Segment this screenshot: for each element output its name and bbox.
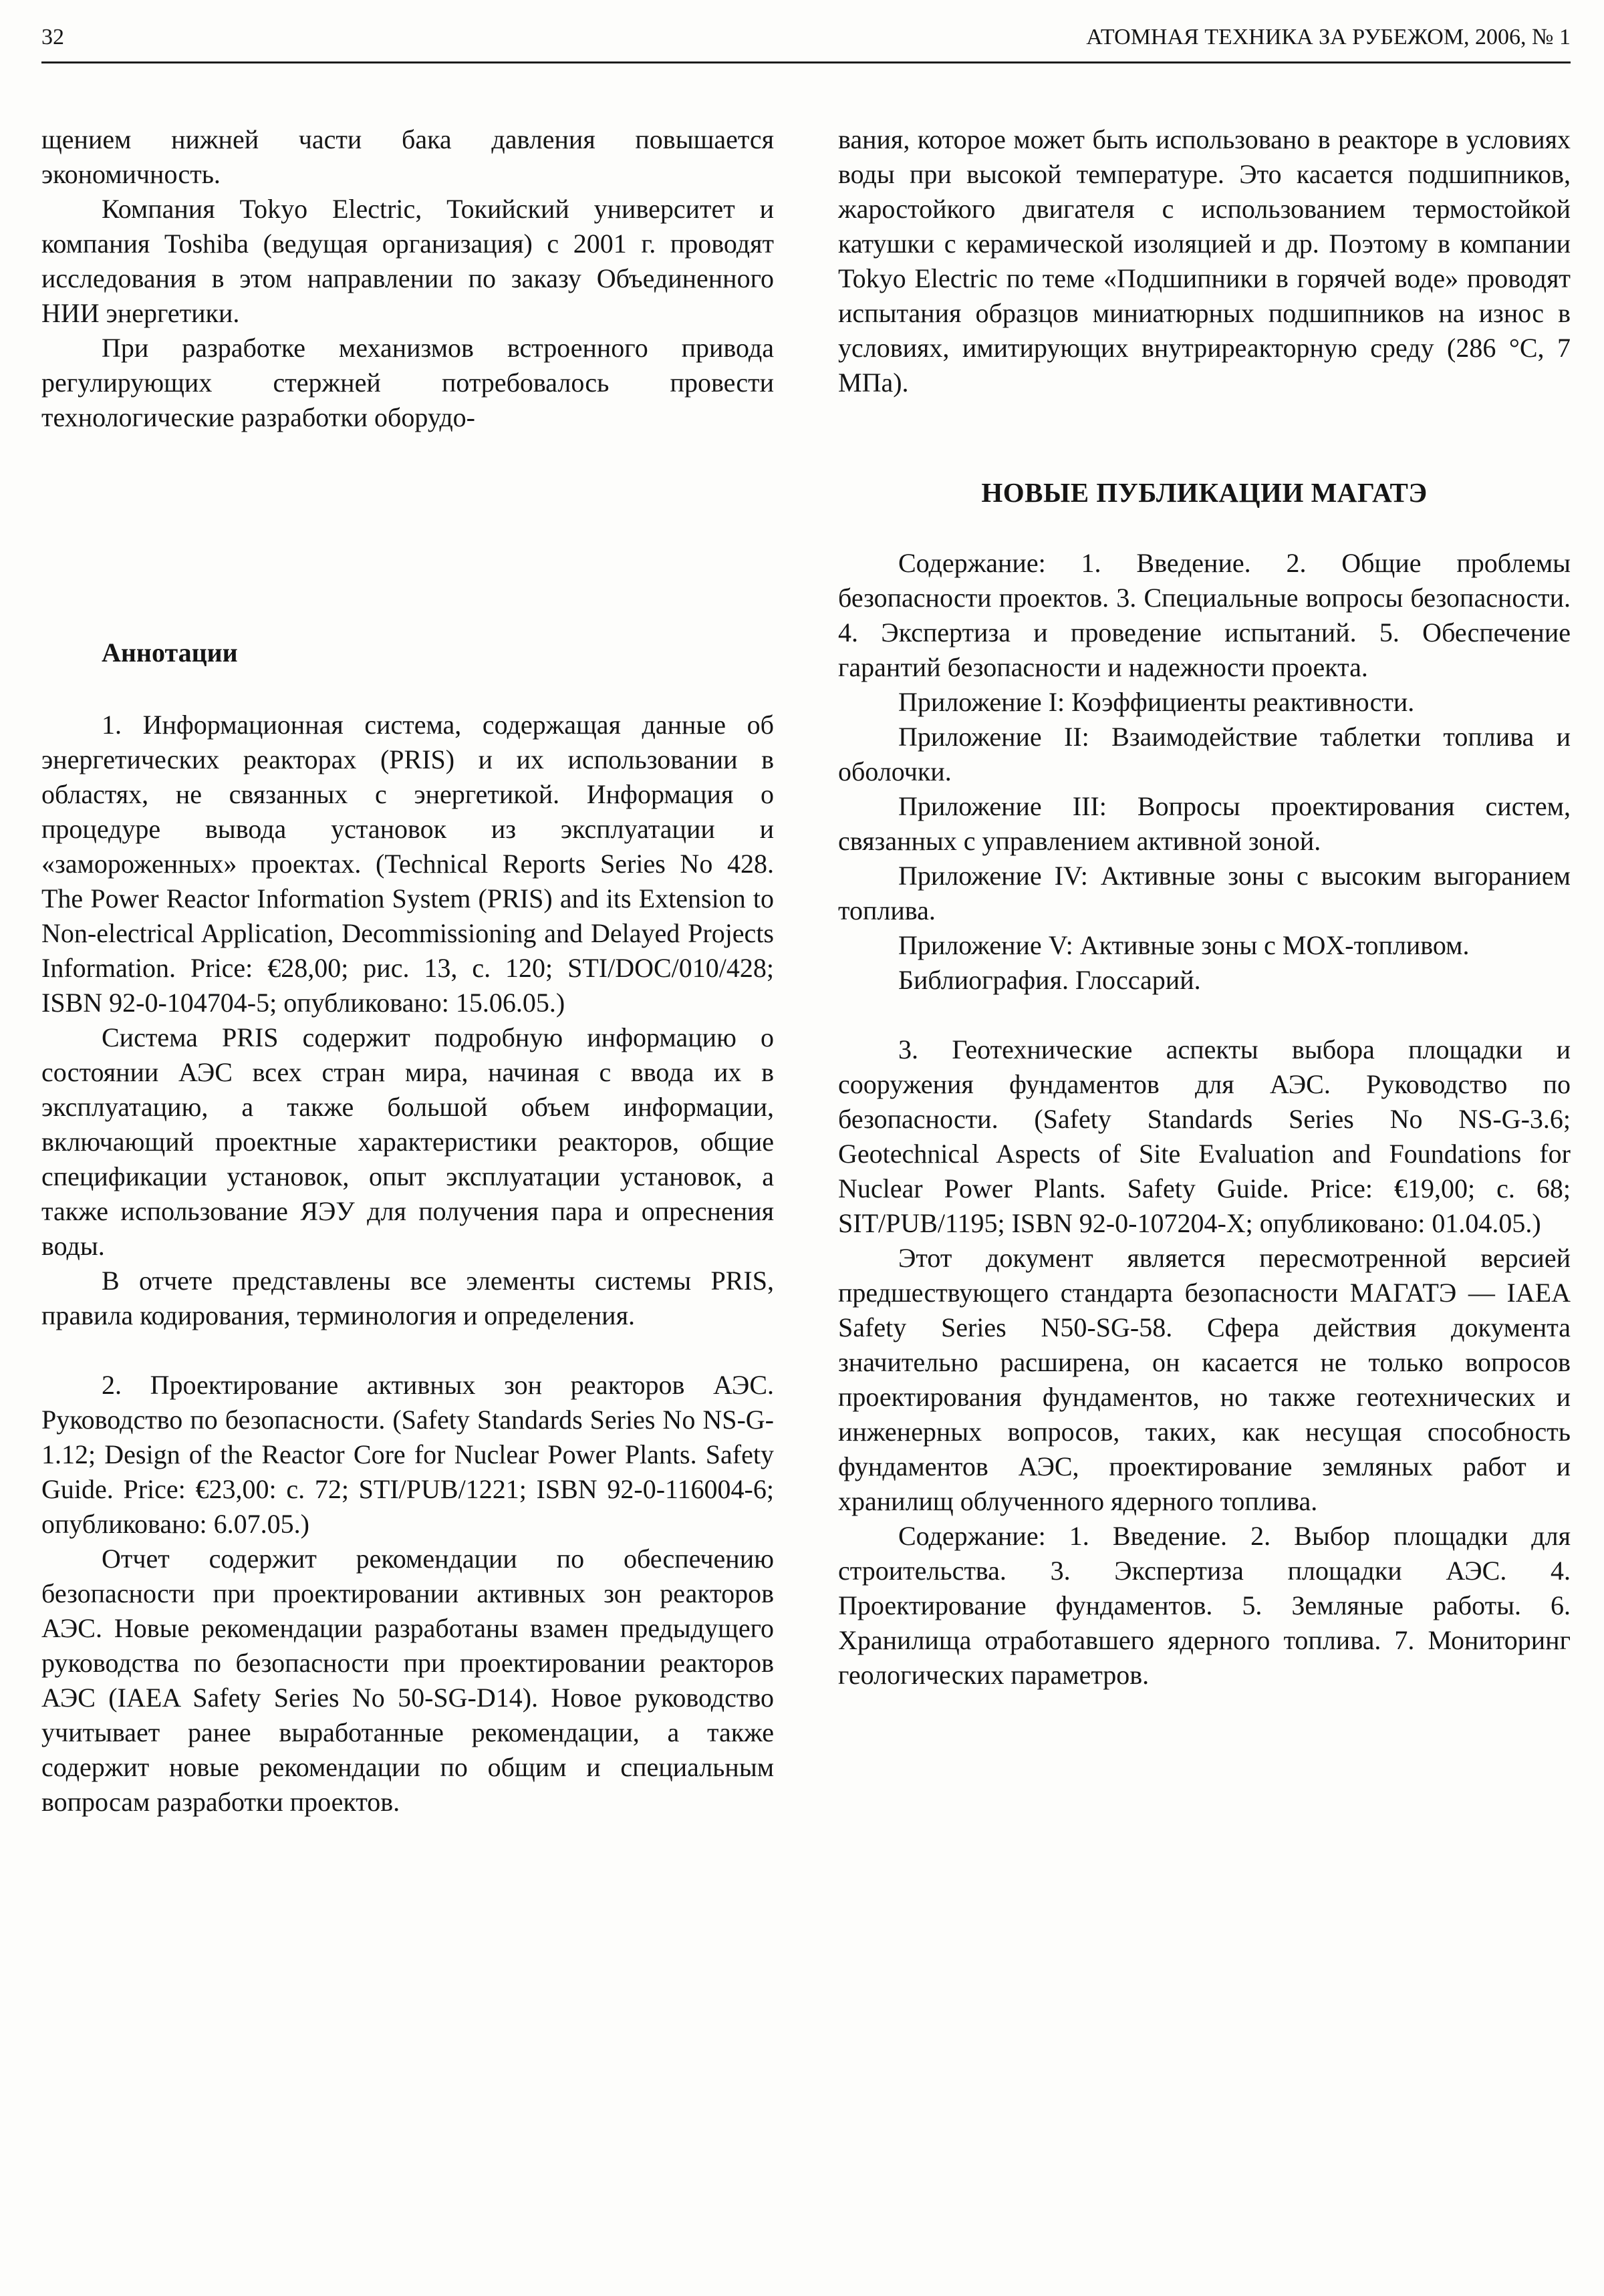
right-column	[838, 122, 1571, 1820]
paragraph-item1-description-2: В отчете представлены все элементы системы PRIS, правила кодирования, терминология и определения.	[41, 1266, 774, 1330]
page-header	[41, 24, 1571, 51]
paragraph-item2-contents: Содержание: 1. Введение. 2. Общие проблемы безопасности проектов. 3. Специальные вопросы безопасности. 4. Экспертиза и проведение испытаний. 5. Обеспечение гарантий безопасности и надежности проекта.	[838, 548, 1571, 682]
paragraph-item1-bibliographic: 1. Информационная система, содержащая данные об энергетических реакторах (PRIS) и их использовании в областях, не связанных с энергетикой. Информация о процедуре вывода установок из эксплуатации и «замороженных» проектах. (Technical Reports Series No 428. The Power Reactor Information System (PRIS) and its Extension to Non-electrical Application, Decommissioning and Delayed Projects Information. Price: €28,00; рис. 13, с. 120; STI/DOC/010/428; ISBN 92-0-104704-5; опубликовано: 15.06.05.)	[41, 710, 774, 1018]
paragraph-continuation: щением нижней части бака давления повышается экономичность.	[41, 124, 774, 189]
paragraph-item1-description: Система PRIS содержит подробную информацию о состоянии АЭС всех стран мира, начиная с ввода их в эксплуатацию, а также большой объем информации, включающий проектные характеристики реакторов, общие спецификации установок, опыт эксплуатации установок, а также использование ЯЭУ для получения пара и опреснения воды.	[41, 1022, 774, 1261]
two-column-body	[41, 122, 1571, 1820]
paragraph-item3-contents: Содержание: 1. Введение. 2. Выбор площадки для строительства. 3. Экспертиза площадки АЭС. 4. Проектирование фундаментов. 5. Земляные работы. 6. Хранилища отработавшего ядерного топлива. 7. Мониторинг геологических параметров.	[838, 1521, 1571, 1690]
paragraph-item2-bibliographic: 2. Проектирование активных зон реакторов АЭС. Руководство по безопасности. (Safety Standards Series No NS-G-1.12; Design of the Reactor Core for Nuclear Power Plants. Safety Guide. Price: €23,00: с. 72; STI/PUB/1221; ISBN 92-0-116004-6; опубликовано: 6.07.05.)	[41, 1370, 774, 1539]
paragraph-tokyo-research: Компания Tokyo Electric, Токийский университет и компания Toshiba (ведущая организация) с 2001 г. проводят исследования в этом направлении по заказу Объединенного НИИ энергетики.	[41, 194, 774, 328]
left-column	[41, 122, 774, 1820]
paragraph-appendix-5: Приложение V: Активные зоны с MOX-топливом.	[898, 930, 1470, 960]
paragraph-appendix-4: Приложение IV: Активные зоны с высоким выгоранием топлива.	[838, 861, 1571, 925]
paragraph-item3-description: Этот документ является пересмотренной версией предшествующего стандарта безопасности МАГАТЭ — IAEA Safety Series N50-SG-58. Сфера действия документа значительно расширена, он касается не только вопросов проектирования фундаментов, но также геотехнических и инженерных вопросов, таких, как несущая способность фундаментов АЭС, проектирование земляных работ и хранилищ облученного ядерного топлива.	[838, 1243, 1571, 1516]
paragraph-appendix-1: Приложение I: Коэффициенты реактивности.	[898, 687, 1415, 717]
journal-title: АТОМНАЯ ТЕХНИКА ЗА РУБЕЖОМ, 2006, № 1	[1086, 25, 1571, 49]
paragraph-continuation: вания, которое может быть использовано в реакторе в условиях воды при высокой температуре. Это касается подшипников, жаростойкого двигателя с использованием термостойкой катушки с керамической изоляцией и др. Поэтому в компании Tokyo Electric по теме «Подшипники в горячей воде» проводят испытания образцов миниатюрных подшипников на износ в условиях, имитирующих внутриреакторную среду (286 °C, 7 МПа).	[838, 124, 1571, 398]
page-number: 32	[41, 25, 64, 49]
paragraph-drive-development: При разработке механизмов встроенного привода регулирующих стержней потребовалось провести технологические разработки оборудо-	[41, 333, 774, 432]
header-rule	[41, 61, 1571, 63]
section-heading-iaea-publications: НОВЫЕ ПУБЛИКАЦИИ МАГАТЭ	[981, 477, 1428, 508]
paragraph-appendix-3: Приложение III: Вопросы проектирования систем, связанных с управлением активной зоной.	[838, 791, 1571, 856]
paragraph-bibliography: Библиография. Глоссарий.	[898, 965, 1201, 995]
paragraph-item2-description: Отчет содержит рекомендации по обеспечению безопасности при проектировании активных зон реакторов АЭС. Новые рекомендации разработаны взамен предыдущего руководства по безопасности при проектировании реакторов АЭС (IAEA Safety Series No 50-SG-D14). Новое руководство учитывает ранее выработанные рекомендации, а также содержит новые рекомендации по общим и специальным вопросам разработки проектов.	[41, 1544, 774, 1817]
section-heading-annotations: Аннотации	[102, 637, 238, 668]
paragraph-appendix-2: Приложение II: Взаимодействие таблетки топлива и оболочки.	[838, 722, 1571, 786]
paragraph-item3-bibliographic: 3. Геотехнические аспекты выбора площадки и сооружения фундаментов для АЭС. Руководство по безопасности. (Safety Standards Series No NS-G-3.6; Geotechnical Aspects of Site Evaluation and Foundations for Nuclear Power Plants. Safety Guide. Price: €19,00; с. 68; SIT/PUB/1195; ISBN 92-0-107204-X; опубликовано: 01.04.05.)	[838, 1034, 1571, 1238]
